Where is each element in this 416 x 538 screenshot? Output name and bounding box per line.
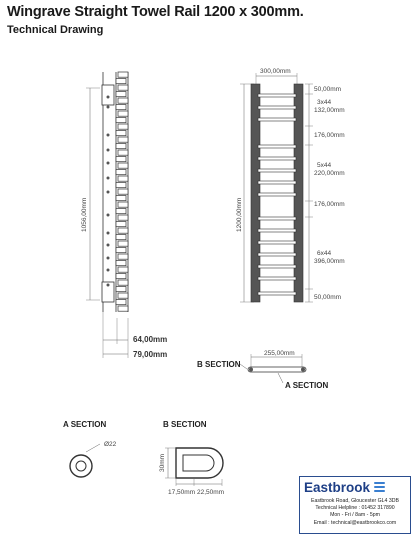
- fixing-dot: [107, 257, 110, 260]
- company-helpline: Technical Helpline : 01452 317890: [315, 505, 395, 512]
- fixing-dots: [107, 96, 110, 287]
- page-subtitle: Technical Drawing: [7, 24, 104, 36]
- ladder-bar-end: [116, 222, 126, 227]
- ladder-bar-end: [118, 215, 128, 220]
- plan-a-section-label: A SECTION: [285, 381, 329, 390]
- towel-bar: [258, 241, 296, 244]
- ladder-bar-end: [116, 105, 126, 110]
- ladder-side-profile: [116, 72, 128, 312]
- b-section-label: B SECTION: [163, 420, 207, 429]
- ladder-bar-end: [116, 157, 126, 162]
- ladder-bar-end: [118, 293, 128, 298]
- company-logo-icon: [374, 482, 385, 493]
- towel-bar: [258, 157, 296, 160]
- right-dim-4: 176,00mm: [314, 132, 345, 139]
- ladder-bar-end: [116, 235, 126, 240]
- towel-bar: [258, 169, 296, 172]
- ladder-bar-end: [116, 131, 126, 136]
- towel-bar: [258, 145, 296, 148]
- company-contact: [300, 497, 410, 528]
- towel-bar: [258, 265, 296, 268]
- fixing-dot: [107, 269, 110, 272]
- b-section-inner-shape: [183, 455, 214, 471]
- b-section-plan-label: B SECTION: [197, 360, 241, 369]
- page-title: Wingrave Straight Towel Rail 1200 x 300mm.: [7, 4, 304, 20]
- towel-bar: [258, 217, 296, 220]
- ladder-bar-end: [118, 176, 128, 181]
- towel-bar: [258, 193, 296, 196]
- fixing-dot: [107, 191, 110, 194]
- ladder-bar-end: [118, 228, 128, 233]
- towel-bar: [258, 94, 296, 97]
- ladder-bar-end: [118, 163, 128, 168]
- side-overall-depth-label: 79,00mm: [133, 350, 168, 359]
- right-dim-6: 220,00mm: [314, 170, 345, 177]
- right-dim-3: 132,00mm: [314, 107, 345, 114]
- front-view: [236, 68, 345, 302]
- company-logo-name: Eastbrook: [304, 479, 371, 495]
- ladder-bar-end: [116, 209, 126, 214]
- towel-bar: [258, 277, 296, 280]
- plan-right-end: [301, 368, 305, 372]
- towel-bar: [258, 118, 296, 121]
- ladder-bar-end: [118, 189, 128, 194]
- right-dim-8: 6x44: [317, 250, 332, 257]
- company-header: [300, 477, 410, 497]
- b-section-detail: [159, 420, 224, 496]
- ladder-bar-end: [118, 111, 128, 116]
- ladder-bar-end: [118, 98, 128, 103]
- ladder-bar-end: [118, 267, 128, 272]
- fixing-dot: [107, 214, 110, 217]
- fixing-dot: [107, 244, 110, 247]
- ladder-bar-end: [116, 274, 126, 279]
- a-section-label: A SECTION: [63, 420, 107, 429]
- a-section-inner-circle: [76, 461, 86, 471]
- b-section-height-label: 30mm: [159, 453, 166, 472]
- ladder-bar-end: [116, 92, 126, 97]
- company-address: Eastbrook Road, Gloucester GL4 3DB: [311, 498, 399, 504]
- fixing-dot: [107, 162, 110, 165]
- right-dim-2: 3x44: [317, 99, 332, 106]
- right-dim-9: 396,00mm: [314, 258, 345, 265]
- ladder-bar-end: [116, 261, 126, 266]
- ladder-bar-end: [116, 196, 126, 201]
- a-section-diameter-label: Ø22: [104, 441, 117, 448]
- fixing-dot: [107, 284, 110, 287]
- towel-bars: [258, 94, 296, 295]
- b-section-width1-label: 17,50mm: [168, 489, 196, 496]
- b-section-plan: [197, 350, 328, 390]
- ladder-bar-end: [116, 144, 126, 149]
- front-width-label: 300,00mm: [260, 68, 291, 75]
- plan-width-label: 255,00mm: [264, 350, 295, 357]
- ladder-bar-end: [118, 241, 128, 246]
- ladder-bar-end: [118, 72, 128, 77]
- fixing-dot: [107, 134, 110, 137]
- towel-bar: [258, 181, 296, 184]
- side-depth-label: 64,00mm: [133, 335, 168, 344]
- right-dim-7: 176,00mm: [314, 201, 345, 208]
- company-email: Email : technical@eastbrookco.com: [313, 519, 397, 526]
- company-info-box: [299, 476, 411, 534]
- ladder-bar-end: [116, 170, 126, 175]
- towel-bar: [258, 106, 296, 109]
- ladder-bar-end: [118, 85, 128, 90]
- ladder-bar-end: [118, 280, 128, 285]
- towel-bar: [258, 229, 296, 232]
- fixing-dot: [107, 106, 110, 109]
- side-height-label: 1056,00mm: [81, 197, 88, 232]
- ladder-bar-end: [116, 287, 126, 292]
- ladder-bar-end: [116, 248, 126, 253]
- fixing-dot: [107, 149, 110, 152]
- ladder-bar-end: [116, 79, 126, 84]
- fixing-dot: [107, 232, 110, 235]
- company-hours: Mon - Fri / 8am - 5pm: [330, 512, 380, 519]
- towel-bar: [258, 253, 296, 256]
- fixing-dot: [107, 177, 110, 180]
- ladder-bar-end: [116, 183, 126, 188]
- ladder-bar-end: [118, 202, 128, 207]
- plan-bar: [248, 367, 306, 372]
- side-view: [81, 72, 167, 359]
- b-section-width2-label: 22,50mm: [197, 489, 225, 496]
- front-height-label: 1200,00mm: [236, 197, 243, 232]
- towel-bar: [258, 292, 296, 295]
- ladder-bar-end: [116, 300, 126, 305]
- ladder-bar-end: [118, 137, 128, 142]
- fixing-dot: [107, 96, 110, 99]
- ladder-bar-end: [116, 118, 126, 123]
- a-section-detail: [63, 420, 117, 477]
- ladder-bar-end: [118, 150, 128, 155]
- ladder-bar-end: [118, 124, 128, 129]
- right-dim-5: 5x44: [317, 162, 332, 169]
- ladder-bar-end: [118, 306, 128, 311]
- plan-left-end: [249, 368, 253, 372]
- ladder-bar-end: [118, 254, 128, 259]
- right-dim-1: 50,00mm: [314, 86, 342, 93]
- wall-bracket-top: [102, 85, 114, 105]
- right-dim-10: 50,00mm: [314, 294, 342, 301]
